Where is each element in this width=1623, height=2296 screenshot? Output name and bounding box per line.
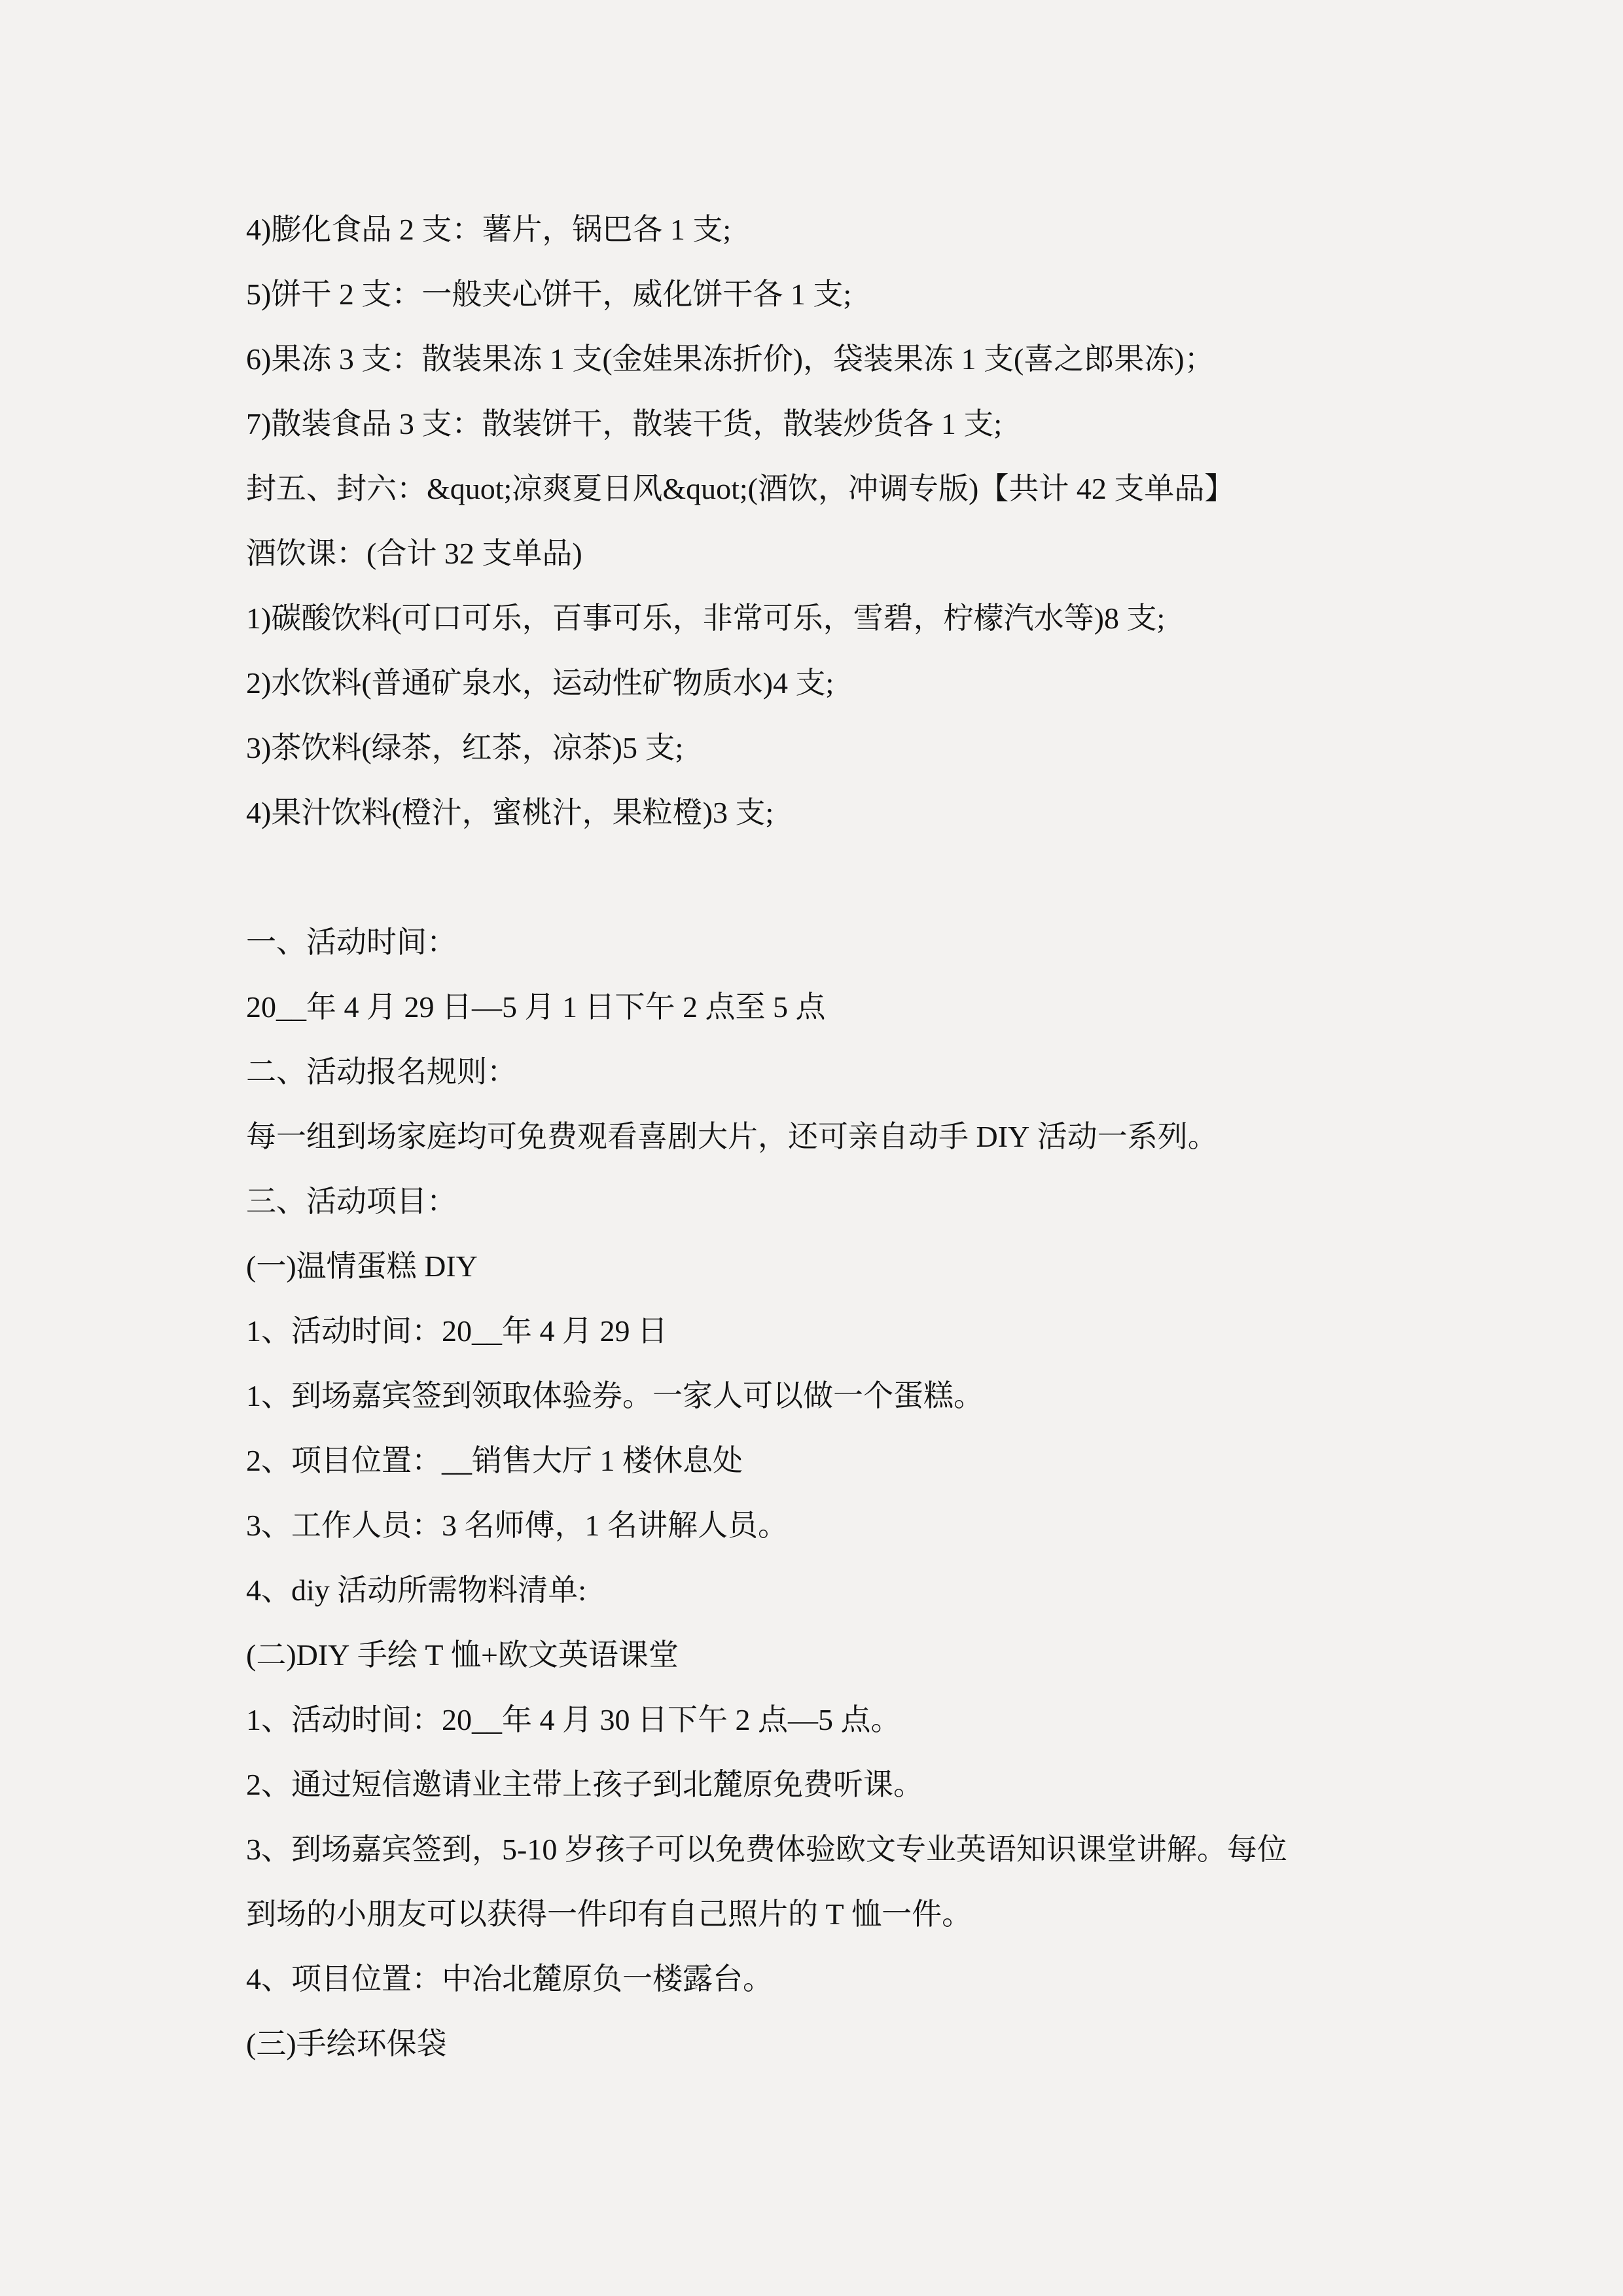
text-line: 封五、封六：&quot;凉爽夏日风&quot;(酒饮，冲调专版)【共计 42 支单品】 xyxy=(246,472,1235,505)
text-line: 2)水饮料(普通矿泉水，运动性矿物质水)4 支; xyxy=(246,666,834,700)
text-line: 3、到场嘉宾签到，5-10 岁孩子可以免费体验欧文专业英语知识课堂讲解。每位 xyxy=(246,1833,1287,1866)
text-line: 6)果冻 3 支：散装果冻 1 支(金娃果冻折价)，袋装果冻 1 支(喜之郎果冻)； xyxy=(246,342,1215,376)
text-line: 1)碳酸饮料(可口可乐，百事可乐，非常可乐，雪碧，柠檬汽水等)8 支; xyxy=(246,601,1166,635)
text-line: 一、活动时间： xyxy=(246,925,457,959)
text-line: 2、通过短信邀请业主带上孩子到北麓原免费听课。 xyxy=(246,1768,923,1801)
text-line: 7)散装食品 3 支：散装饼干，散装干货，散装炒货各 1 支; xyxy=(246,407,1003,440)
text-line: 三、活动项目： xyxy=(246,1185,457,1218)
text-line: 20__年 4 月 29 日—5 月 1 日下午 2 点至 5 点 xyxy=(246,990,826,1024)
text-line: (二)DIY 手绘 T 恤+欧文英语课堂 xyxy=(246,1638,679,1672)
text-line: (一)温情蛋糕 DIY xyxy=(246,1249,478,1283)
text-line: (三)手绘环保袋 xyxy=(246,2027,447,2060)
text-line: 3、工作人员：3 名师傅，1 名讲解人员。 xyxy=(246,1509,788,1542)
text-line: 二、活动报名规则： xyxy=(246,1055,517,1088)
text-line: 酒饮课：(合计 32 支单品) xyxy=(246,537,582,570)
text-line: 到场的小朋友可以获得一件印有自己照片的 T 恤一件。 xyxy=(246,1897,972,1931)
text-line: 1、到场嘉宾签到领取体验券。一家人可以做一个蛋糕。 xyxy=(246,1379,984,1412)
text-line: 4)膨化食品 2 支：薯片，锅巴各 1 支; xyxy=(246,213,732,246)
text-line: 3)茶饮料(绿茶，红茶，凉茶)5 支; xyxy=(246,731,684,764)
text-line: 1、活动时间：20__年 4 月 29 日 xyxy=(246,1314,668,1348)
text-line: 2、项目位置：__销售大厅 1 楼休息处 xyxy=(246,1444,743,1477)
text-line: 每一组到场家庭均可免费观看喜剧大片，还可亲自动手 DIY 活动一系列。 xyxy=(246,1120,1218,1153)
text-line: 5)饼干 2 支：一般夹心饼干，威化饼干各 1 支; xyxy=(246,278,852,311)
text-line: 4)果汁饮料(橙汁，蜜桃汁，果粒橙)3 支; xyxy=(246,796,774,829)
blank-line xyxy=(246,845,1414,910)
text-line: 1、活动时间：20__年 4 月 30 日下午 2 点—5 点。 xyxy=(246,1703,901,1736)
text-line: 4、diy 活动所需物料清单: xyxy=(246,1573,587,1607)
text-line: 4、项目位置：中冶北麓原负一楼露台。 xyxy=(246,1962,773,1996)
